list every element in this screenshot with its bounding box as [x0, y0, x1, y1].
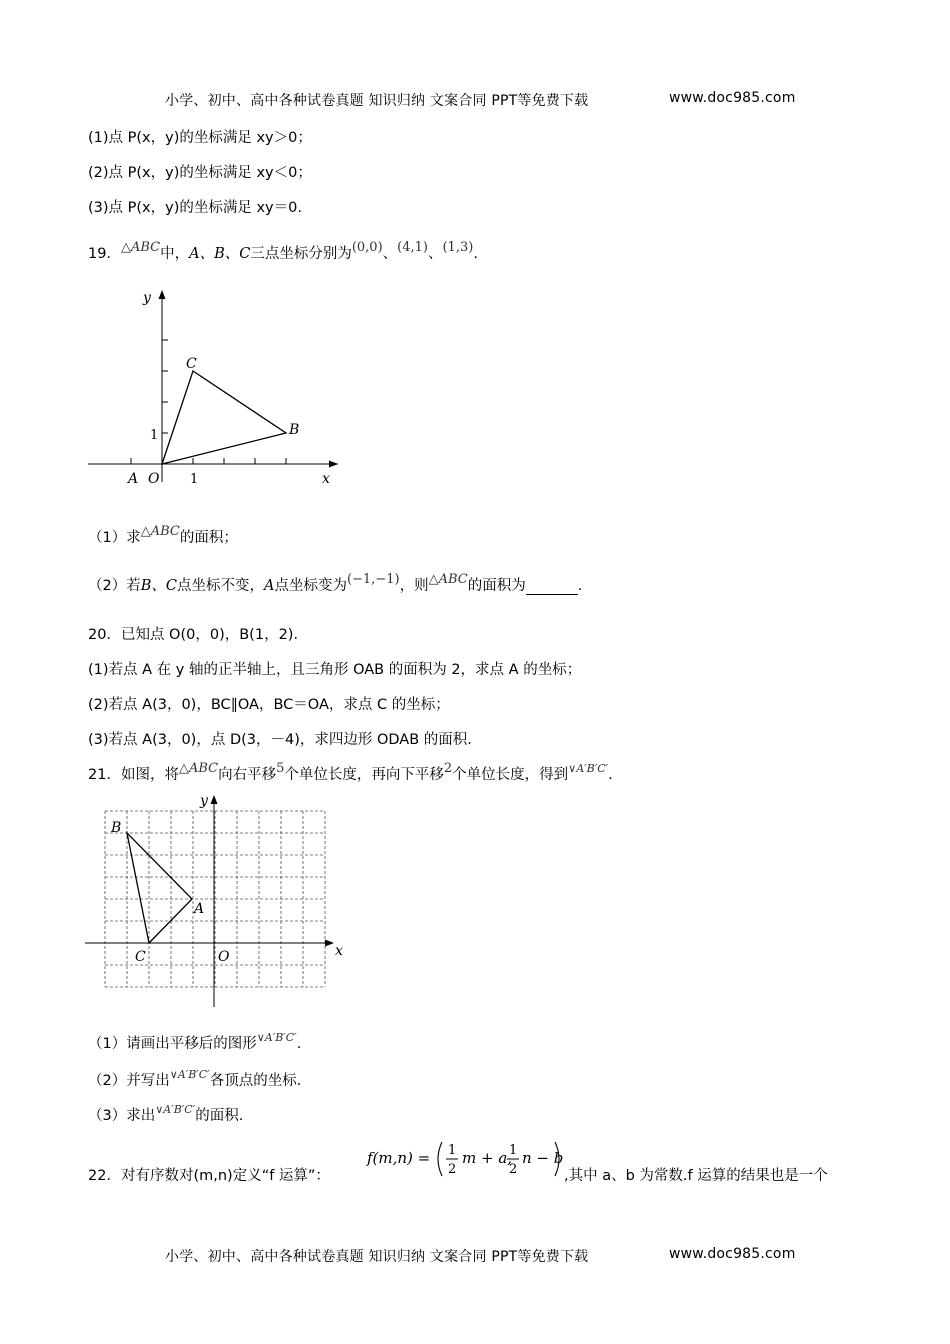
q21-text4: 个单位长度，得到 — [452, 767, 569, 783]
x-axis-label: x — [322, 471, 330, 487]
q19-stem — [88, 242, 478, 263]
q19-sep1: 、 — [382, 246, 398, 262]
q19-sub1-text: （1）求 — [88, 530, 141, 546]
q20-part2: (2)若点 A(3，0)，BC∥OA，BC＝OA，求点 C 的坐标； — [88, 697, 450, 713]
q21-sub2 — [88, 1069, 301, 1090]
x-axis-arrow-icon — [329, 461, 338, 468]
q21-sub2-text2: 各顶点的坐标. — [209, 1073, 302, 1089]
q18-part1: (1)点 P(x，y)的坐标满足 xy＞0； — [88, 130, 312, 146]
formula-lhs: f(m,n) = — [367, 1149, 431, 1167]
answer-blank[interactable] — [526, 578, 578, 595]
q19-coord-c: (1,3) — [442, 240, 474, 255]
q19-sub2-end: . — [577, 578, 583, 594]
formula-term1: m + a, — [462, 1149, 513, 1167]
q21-text2: 向右平移 — [218, 767, 277, 783]
fraction2-num: 1 — [509, 1143, 518, 1158]
q21-sub1-triangle: ∨A′B′C′ — [256, 1031, 297, 1044]
q19-text2: 三点坐标分别为 — [250, 246, 352, 262]
q21-figure — [80, 787, 360, 1012]
q21-sub1 — [88, 1032, 301, 1053]
q21-triangle: △ABC — [178, 761, 219, 776]
q21-num5: 5 — [276, 761, 285, 776]
y-axis-arrow-icon — [159, 290, 166, 299]
y-unit-label: 1 — [150, 428, 159, 443]
q21-sub1-end: . — [296, 1036, 302, 1052]
fraction1-den: 2 — [448, 1162, 457, 1177]
x-axis-arrow-icon — [325, 940, 334, 947]
q19-number: 19． — [88, 246, 121, 262]
q19-text1: 中， — [160, 246, 190, 262]
q19-points: A、B、C — [189, 246, 251, 262]
q20-stem: 20．已知点 O(0，0)，B(1，2)． — [88, 627, 308, 643]
q19-sub2-points: B、C — [140, 578, 177, 594]
triangle-abc — [127, 833, 192, 943]
x-unit-label: 1 — [190, 472, 199, 487]
q21-sub3 — [88, 1104, 243, 1125]
q22-stem-end: ,其中 a、b 为常数.f 运算的结果也是一个 — [564, 1168, 828, 1184]
q20-part1: (1)若点 A 在 y 轴的正半轴上，且三角形 OAB 的面积为 2，求点 A 的坐标； — [88, 662, 582, 678]
origin-label: O — [148, 471, 160, 487]
q19-sub2-text2: 点坐标不变， — [176, 578, 264, 594]
q19-coord-a: (0,0) — [351, 240, 383, 255]
q20-part3: (3)若点 A(3，0)，点 D(3，－4)，求四边形 ODAB 的面积． — [88, 732, 482, 748]
q19-coord-b: (4,1) — [397, 240, 428, 255]
q19-figure — [80, 282, 360, 497]
q19-sep2: 、 — [427, 246, 443, 262]
q19-sub2-text: （2）若 — [88, 578, 141, 594]
q21-stem — [88, 763, 613, 784]
y-axis-label: y — [200, 793, 208, 809]
q22-formula — [364, 1136, 564, 1182]
q19-sub1 — [88, 526, 238, 547]
vertex-c-label: C — [186, 356, 197, 372]
q21-text3: 个单位长度，再向下平移 — [284, 767, 444, 783]
vertex-c-label: C — [135, 949, 146, 965]
q18-part2: (2)点 P(x，y)的坐标满足 xy＜0； — [88, 165, 312, 181]
triangle-abc — [162, 371, 286, 464]
left-paren — [438, 1142, 442, 1176]
q21-sub2-triangle: ∨A′B′C′ — [169, 1068, 210, 1081]
q21-end: . — [608, 767, 613, 783]
q19-sub2-point-a: A — [263, 578, 275, 594]
footer-site[interactable]: www.doc985.com — [669, 1246, 796, 1262]
q18-part3: (3)点 P(x，y)的坐标满足 xy＝0. — [88, 200, 302, 216]
point-a-label: A — [128, 471, 139, 487]
q19-sub2-text3: 点坐标变为 — [274, 578, 347, 594]
footer-slogan: 小学、初中、高中各种试卷真题 知识归纳 文案合同 PPT等免费下载 — [165, 1249, 589, 1265]
q19-end: . — [473, 246, 478, 262]
q21-sub1-text: （1）请画出平移后的图形 — [88, 1036, 257, 1052]
q22-stem-start: 22．对有序数对(m,n)定义“f 运算”： — [88, 1168, 330, 1184]
q21-text1: 21．如图，将 — [88, 767, 179, 783]
q19-sub2-text5: 的面积为 — [467, 578, 526, 594]
q19-sub2-coord: (−1,−1) — [346, 572, 400, 587]
q19-sub2-triangle: △ABC — [428, 572, 468, 587]
q19-triangle: △ABC — [120, 240, 161, 255]
q21-sub2-text: （2）并写出 — [88, 1073, 170, 1089]
q19-sub1-text2: 的面积； — [179, 530, 238, 546]
q19-sub2 — [88, 574, 582, 595]
fraction1-num: 1 — [448, 1143, 457, 1158]
q21-num2: 2 — [443, 761, 453, 776]
q21-sub3-text: （3）求出 — [88, 1108, 156, 1124]
q21-image-triangle: ∨A′B′C′ — [568, 762, 609, 775]
origin-label: O — [218, 949, 230, 965]
y-axis-arrow-icon — [211, 795, 218, 804]
header-site[interactable]: www.doc985.com — [669, 90, 796, 106]
q19-sub1-triangle: △ABC — [140, 524, 180, 539]
vertex-b-label: B — [289, 422, 300, 438]
vertex-b-label: B — [111, 820, 122, 836]
q21-sub3-text2: 的面积. — [195, 1108, 244, 1124]
formula-term2: n − b — [522, 1149, 564, 1167]
y-axis-label: y — [143, 290, 151, 306]
header-slogan: 小学、初中、高中各种试卷真题 知识归纳 文案合同 PPT等免费下载 — [165, 93, 589, 109]
x-axis-label: x — [335, 943, 343, 959]
fraction2-den: 2 — [509, 1162, 518, 1177]
vertex-a-label: A — [194, 901, 205, 917]
q21-sub3-triangle: ∨A′B′C′ — [155, 1103, 196, 1116]
q19-sub2-text4: ，则 — [399, 578, 429, 594]
